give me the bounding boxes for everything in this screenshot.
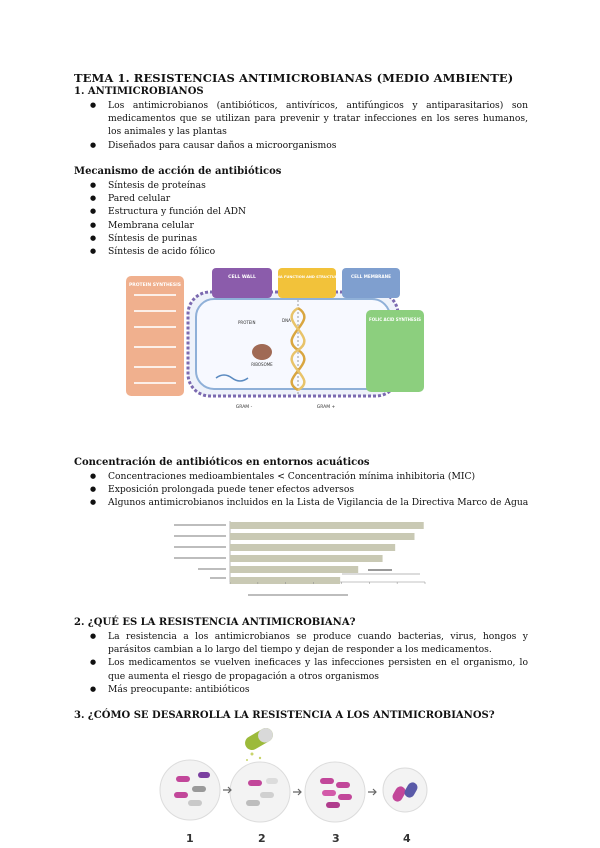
cell-wall-box — [212, 268, 272, 298]
step-number: 1 — [186, 832, 194, 845]
list-item: ● Estructura y función del ADN — [90, 205, 528, 218]
chart-bracket-label — [368, 569, 392, 571]
list-item: ● Concentraciones medioambientales < Concentración mínima inhibitoria (MIC) — [90, 470, 540, 483]
protein-label: PROTEIN — [238, 320, 256, 325]
chart-bar — [230, 522, 424, 529]
arrow-icon — [368, 789, 376, 795]
section2-heading: 2. ¿QUÉ ES LA RESISTENCIA ANTIMICROBIANA? — [74, 617, 356, 628]
chart-bar — [230, 566, 358, 573]
dna-function-label: DNA FUNCTION AND STRUCTURE — [273, 275, 341, 279]
chart-category-label — [174, 557, 226, 559]
section1-list — [90, 99, 528, 152]
section2-list — [90, 630, 528, 696]
folic-acid-label: FOLIC ACID SYNTHESIS — [369, 317, 421, 322]
arrow-icon — [293, 789, 301, 795]
protein-synthesis-label: PROTEIN SYNTHESIS — [128, 283, 182, 288]
chart-bar — [230, 577, 340, 584]
list-item: ● Exposición prolongada puede tener efectos adversos — [90, 483, 540, 496]
list-item: ● Pared celular — [90, 192, 528, 205]
section3-heading: 3. ¿CÓMO SE DESARROLLA LA RESISTENCIA A LOS ANTIMICROBIANOS? — [74, 710, 495, 721]
chart-category-label — [174, 546, 226, 548]
list-item: ● Los antimicrobianos (antibióticos, antivíricos, antifúngicos y antiparasitarios) son medicamentos que se utilizan para prevenir y tratar infecciones en los seres humanos, los animales y las plantas — [90, 99, 528, 139]
ribosome — [252, 344, 272, 360]
chart-category-label — [174, 524, 226, 526]
step-number: 2 — [258, 832, 266, 845]
dna-function-box — [278, 268, 336, 298]
list-item: ● Síntesis de acido fólico — [90, 245, 528, 258]
cell-wall-label: CELL WALL — [228, 275, 256, 280]
list-item: ● Los medicamentos se vuelven ineficaces y las infecciones persisten en el organismo, lo que aumenta el riesgo de propagación a otros organismos — [90, 656, 528, 682]
gram-positive-label: GRAM + — [316, 405, 336, 410]
step-number: 4 — [403, 832, 411, 845]
chart-bar — [230, 555, 383, 562]
cell-membrane-box — [342, 268, 400, 298]
chart-category-label — [210, 577, 226, 579]
stage-1-dish — [160, 760, 220, 820]
mechanism-heading: Mecanismo de acción de antibióticos — [74, 166, 282, 177]
concentration-heading: Concentración de antibióticos en entornos acuáticos — [74, 457, 370, 468]
chart-category-label — [174, 535, 226, 537]
folic-acid-box — [366, 310, 424, 392]
list-item: ● Más preocupante: antibióticos — [90, 683, 528, 696]
list-item: ● Diseñados para causar daños a microorganismos — [90, 139, 528, 152]
resistance-development-illustration — [150, 728, 430, 846]
list-item: ● Síntesis de purinas — [90, 232, 528, 245]
stage-2-dish — [230, 762, 290, 822]
list-item: ● Síntesis de proteínas — [90, 179, 528, 192]
list-item: ● Membrana celular — [90, 219, 528, 232]
chart-bar — [230, 533, 415, 540]
chart-axis-label — [248, 594, 348, 596]
list-item: ● La resistencia a los antimicrobianos se produce cuando bacterias, virus, hongos y parásitos cambian a lo largo del tiempo y dejan de responder a los medicamentos. — [90, 630, 528, 656]
dna-label: DNA — [282, 318, 291, 323]
antibiotic-mechanism-diagram — [120, 266, 428, 414]
chart-category-label — [198, 568, 226, 570]
list-item: ● Algunos antimicrobianos incluidos en la Lista de Vigilancia de la Directiva Marco de Agua — [90, 496, 540, 509]
ribosome-label: RIBOSOME — [251, 362, 273, 367]
mechanism-list — [90, 179, 528, 258]
cell-membrane-label: CELL MEMBRANE — [351, 274, 391, 279]
page-title: TEMA 1. RESISTENCIAS ANTIMICROBIANAS (MEDIO AMBIENTE) — [74, 71, 514, 85]
section1-heading: 1. ANTIMICROBIANOS — [74, 86, 204, 97]
concentration-list — [90, 470, 540, 510]
gram-negative-label: GRAM - — [235, 405, 253, 410]
step-number: 3 — [332, 832, 340, 845]
chart-bar — [230, 544, 395, 551]
concentration-chart — [170, 518, 430, 602]
